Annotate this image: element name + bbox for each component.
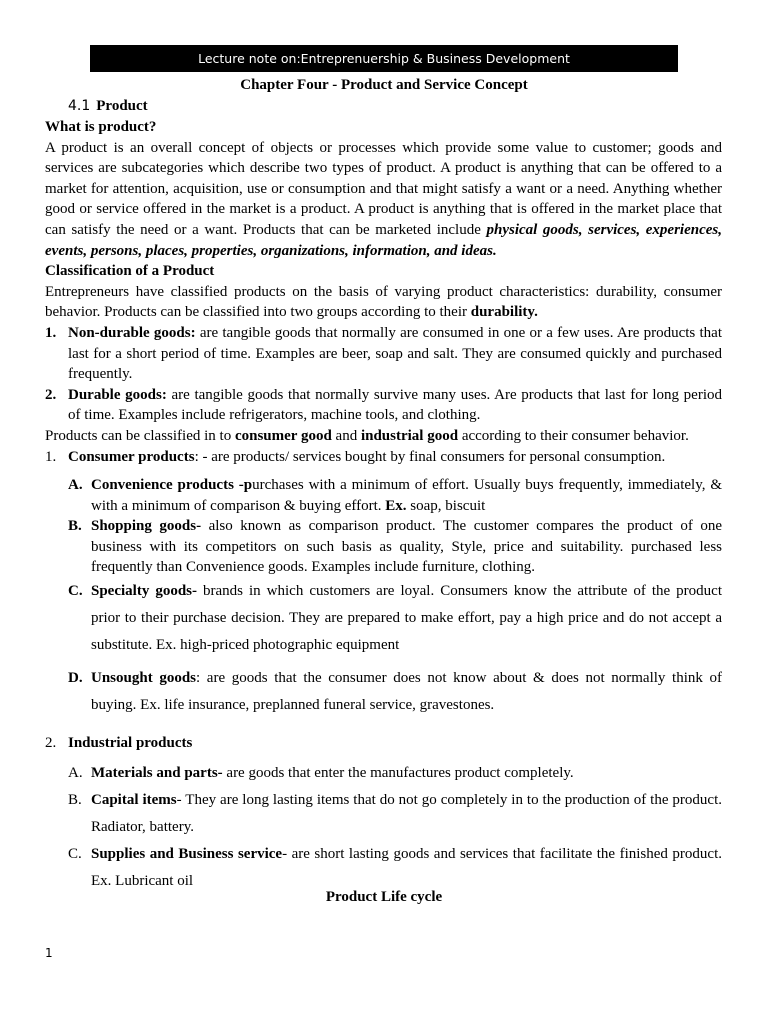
list-term: Unsought goods — [91, 670, 196, 687]
list-term: Specialty goods- — [91, 583, 198, 600]
list-item-capital — [68, 787, 722, 841]
list-marker: 2. — [45, 386, 57, 403]
list-term: Non-durable goods: — [68, 324, 196, 341]
list-text: - They are long lasting items that do not go completely in to the production of the product. Radiator, battery. — [91, 791, 722, 835]
intro-paragraph — [45, 138, 722, 262]
list-item-industrial-products — [45, 733, 722, 754]
list-term: Shopping goods- — [91, 518, 202, 535]
list-item-unsought — [68, 665, 722, 719]
list-term: Consumer products — [68, 448, 195, 465]
list-item-specialty — [68, 578, 722, 659]
list-text: also known as comparison product. The customer compares the product of one business with its competitors on such basis as quality, Style, price and suitability. purchased less frequently than Convenience goods. Examples include furniture, clothing. — [91, 518, 722, 576]
list-item-consumer-products — [45, 447, 722, 468]
list-text: are goods that enter the manufactures product completely. — [222, 764, 574, 781]
list-text: soap, biscuit — [406, 497, 486, 514]
list-marker: B. — [68, 791, 82, 808]
section-heading — [68, 96, 148, 117]
list-item-shopping — [68, 516, 722, 578]
list-term: Durable goods: — [68, 386, 167, 403]
industrial-sublist — [68, 760, 722, 895]
list-marker: 1. — [45, 324, 57, 341]
behavior-text: according to their consumer behavior. — [458, 427, 689, 444]
list-marker: B. — [68, 518, 82, 535]
intro-text: A product is an overall concept of objects or processes which provide some value to customer; goods and services are subcategories which describe two types of product. A product is anything that can be offered to a market for attention, acquisition, use or consumption and that might satisfy a want or a need. Anything whether good or service offered in the market is a product. A product is anything that is offered in the market place that can satisfy the need or a want. Products that can be marketed include — [45, 139, 722, 238]
behavior-text: Products can be classified in to — [45, 427, 235, 444]
document-body — [45, 117, 722, 895]
intro-emphasis: physical goods, services, experiences, events, persons, places, properties, organizations, information, and ideas. — [45, 221, 723, 259]
section-title: Product — [96, 98, 148, 114]
classification-heading: Classification of a Product — [45, 263, 215, 280]
list-marker: A. — [68, 477, 83, 494]
what-is-product-heading: What is product? — [45, 119, 157, 135]
list-marker: 2. — [45, 735, 57, 752]
list-marker: C. — [68, 845, 82, 862]
list-term: Convenience products -p — [91, 477, 253, 494]
list-text: are tangible goods that normally survive many uses. Are products that last for long period of time. Examples include refrigerators, machine tools, and clothing. — [68, 386, 722, 424]
list-marker: 1. — [45, 448, 57, 465]
classification-intro — [45, 282, 722, 323]
list-item-convenience — [68, 475, 722, 516]
page-number: 1 — [45, 946, 53, 960]
document-header-bar: Lecture note on:Entreprenuership & Business Development — [90, 45, 678, 72]
list-term: Industrial products — [68, 735, 193, 752]
consumer-good-term: consumer good — [234, 427, 332, 444]
behavior-text: and — [331, 427, 361, 444]
industrial-good-term: industrial good — [360, 427, 459, 444]
durability-term: durability. — [470, 304, 538, 321]
list-text: : - are products/ services bought by final consumers for personal consumption. — [194, 448, 666, 465]
list-marker: A. — [68, 764, 83, 781]
section-number: 4.1 — [68, 98, 91, 114]
list-text: urchases with a minimum of effort. Usually buys frequently, immediately, & with a minimum of comparison & buying effort. — [91, 477, 722, 514]
list-marker: D. — [68, 670, 83, 687]
list-term: Supplies and Business service — [91, 845, 283, 862]
list-term: Capital items — [91, 791, 177, 808]
product-life-cycle-heading: Product Life cycle — [325, 889, 443, 905]
consumer-sublist — [68, 475, 722, 719]
list-item-durable — [45, 385, 722, 426]
behavior-paragraph — [45, 426, 722, 447]
example-label: Ex. — [385, 497, 407, 514]
list-text: - are short lasting goods and services that facilitate the finished product. Ex. Lubricant oil — [91, 845, 723, 889]
chapter-title: Chapter Four - Product and Service Concept — [240, 77, 528, 93]
list-item-materials — [68, 760, 722, 787]
classification-intro-text: Entrepreneurs have classified products on the basis of varying product characteristics: durability, consumer behavior. Products can be classified into two groups according to their — [45, 283, 722, 321]
list-marker: C. — [68, 583, 83, 600]
list-text: brands in which customers are loyal. Consumers know the attribute of the product prior to their purchase decision. They are prepared to make effort, pay a high price and do not accept a substitute. Ex. high-priced photographic equipment — [91, 583, 722, 654]
list-item-non-durable — [45, 323, 722, 385]
list-text: are tangible goods that normally are consumed in one or a few uses. Are products that last for a short period of time. Examples are beer, soap and salt. They are consumed quickly and purchased frequently. — [68, 324, 722, 383]
list-term: Materials and parts- — [91, 764, 223, 781]
list-text: : are goods that the consumer does not know about & does not normally think of buying. Ex. life insurance, preplanned funeral service, gravestones. — [91, 670, 722, 714]
